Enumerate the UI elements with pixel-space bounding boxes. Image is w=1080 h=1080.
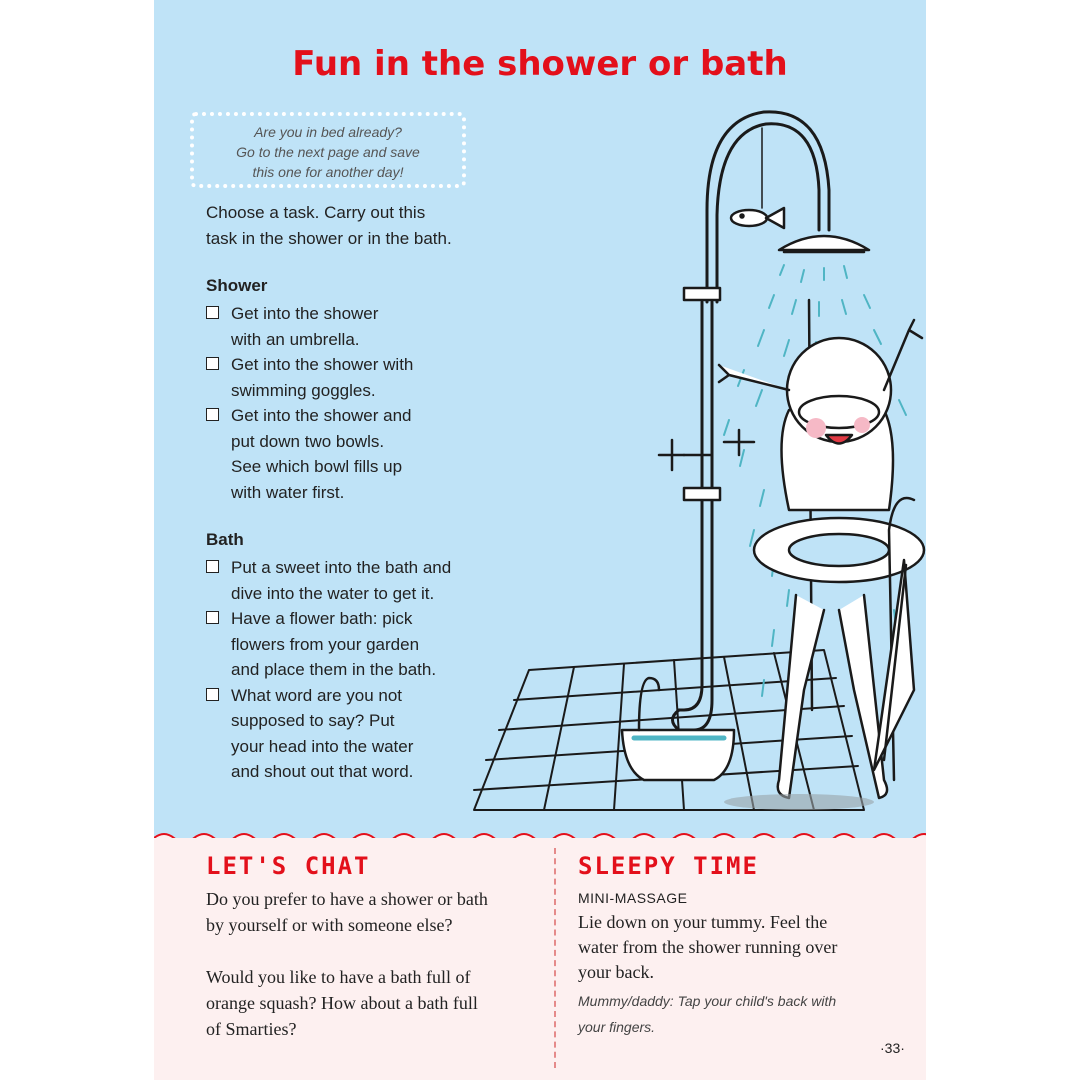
checkbox[interactable] [206, 408, 219, 421]
page-title: Fun in the shower or bath [292, 44, 788, 84]
checkbox[interactable] [206, 560, 219, 573]
mini-massage-subheading: MINI-MASSAGE [578, 890, 688, 906]
task-item: What word are you not supposed to say? Put your head into the water and shout out that word. [206, 683, 506, 785]
floor-shadow [724, 794, 874, 810]
checkbox[interactable] [206, 306, 219, 319]
note-line: Go to the next page and save [236, 144, 420, 160]
intro-line: task in the shower or in the bath. [206, 229, 452, 248]
checkbox[interactable] [206, 357, 219, 370]
shower-illustration [444, 90, 926, 820]
intro-line: Choose a task. Carry out this [206, 203, 426, 222]
lets-chat-heading: LET'S CHAT [206, 852, 371, 880]
shower-head [779, 236, 869, 250]
chat-paragraph: Do you prefer to have a shower or bath by yourself or with someone else? [206, 889, 488, 935]
shower-heading: Shower [206, 276, 268, 295]
fish-toy [731, 128, 784, 228]
sleepy-time-text: Lie down on your tummy. Feel the water from the shower running over your back. [578, 912, 838, 982]
column-divider [554, 848, 556, 1068]
note-line: this one for another day! [252, 164, 404, 180]
pipe-bracket [684, 288, 720, 300]
task-item: Have a flower bath: pick flowers from your garden and place them in the bath. [206, 606, 506, 683]
task-item: Get into the shower with swimming goggles. [206, 352, 496, 403]
task-item: Put a sweet into the bath and dive into the water to get it. [206, 555, 506, 606]
chat-paragraph: Would you like to have a bath full of orange squash? How about a bath full of Smarties? [206, 967, 478, 1039]
sleepy-time-heading: SLEEPY TIME [578, 852, 759, 880]
task-item: Get into the shower with an umbrella. [206, 301, 496, 352]
note-line: Are you in bed already? [254, 124, 402, 140]
page-number: ·33· [880, 1040, 905, 1056]
checkbox[interactable] [206, 611, 219, 624]
shower-arm [707, 112, 829, 302]
lets-chat-text [206, 886, 546, 1068]
task-item: Get into the shower and put down two bowls. See which bowl fills up with water first. [206, 403, 496, 505]
parent-note: Mummy/daddy: Tap your child's back with your fingers. [578, 993, 837, 1035]
shower-pipe [679, 302, 712, 730]
bath-heading: Bath [206, 530, 244, 549]
book-page [154, 0, 926, 1080]
checkbox[interactable] [206, 688, 219, 701]
pipe-bracket [684, 488, 720, 500]
bedtime-note [190, 112, 466, 188]
mini-bath [622, 678, 734, 780]
